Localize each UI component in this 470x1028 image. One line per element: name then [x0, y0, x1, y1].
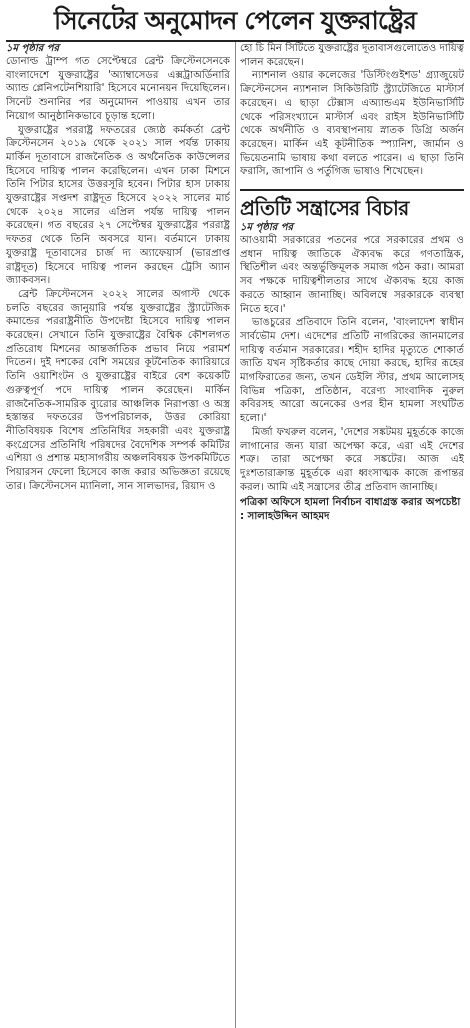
subheadline: প্রতিটি সন্ত্রাসের বিচার: [240, 189, 464, 221]
paragraph: ডোনাল্ড ট্রাম্প গত সেপ্টেম্বরে ব্রেন্ট ক্রিস্টেনসেনকে বাংলাদেশে যুক্তরাষ্ট্রের 'অ্যাম্বাসেডর এক্সট্রাঅর্ডিনারি অ্যান্ড প্লেনিপটেনশিয়ারি' হিসেবে মনোনয়ন দিয়েছিলেন। সিনেট শুনানির পর অনুমোদন পাওয়ায় এখন তার নিয়োগ আনুষ্ঠানিকভাবে চূড়ান্ত হলো।: [6, 56, 230, 122]
paragraph: ভাঙচুরের প্রতিবাদে তিনি বলেন, 'বাংলাদেশ স্বাধীন সার্বভৌম দেশ। এদেশের প্রতিটি নাগরিকের জানমালের দায়িত্ব বর্তমান সরকারের। শহীদ হাদির মৃত্যুতে শোকার্ত জাতি যখন সৃষ্টিকর্তার কাছে দোয়া করছে, হাদির রূহের মাগফিরাতের জন্য, তখন ডেইলি স্টার, প্রথম আলোসহ বিভিন্ন পত্রিকা, প্রতিষ্ঠান, বরেণ্য সাংবাদিক নুরুল কবিরসহ আরো অনেকের ওপর হীন হামলা সংঘটিত হলো।': [240, 317, 464, 425]
column-divider: [235, 42, 236, 1028]
continued-label: ১ম পৃষ্ঠার পর: [6, 43, 59, 54]
paragraph: যুক্তরাষ্ট্রের পররাষ্ট্র দফতরের জ্যেষ্ঠ কর্মকর্তা ব্রেন্ট ক্রিস্টেনসেন ২০১৯ থেকে ২০২১ সাল পর্যন্ত ঢাকায় মার্কিন দূতাবাসে রাজনৈতিক ও অর্থনৈতিক কাউন্সেলর হিসেবে দায়িত্ব পালন করেছিলেন। এখন ঢাকা মিশনে তিনি পিটার হাসের উত্তরসূরি হবেন। পিটার হাস ঢাকায় যুক্তরাষ্ট্রের সপ্তদশ রাষ্ট্রদূত হিসেবে ২০২২ সালের মার্চ থেকে ২০২৪ সালের এপ্রিল পর্যন্ত দায়িত্ব পালন করেছেন। গত বছরের ২৭ সেপ্টেম্বর যুক্তরাষ্ট্রের পররাষ্ট্র দফতর থেকে তিনি অবসরে যান। বর্তমানে ঢাকায় যুক্তরাষ্ট্র দূতাবাসের চার্জ দ্য অ্যাফেয়ার্স (ভারপ্রাপ্ত রাষ্ট্রদূত) হিসেবে দায়িত্ব পালন করছেন ট্রেসি অ্যান জ্যাকবসন।: [6, 124, 230, 287]
article-columns: [6, 42, 464, 1028]
continued-label: ১ম পৃষ্ঠার পর: [240, 222, 293, 234]
paragraph: হো চি মিন সিটিতে যুক্তরাষ্ট্রের দূতাবাসগুলোতেও দায়িত্ব পালন করেছেন।: [240, 43, 464, 68]
paragraph: আওয়ামী সরকারের পতনের পরে সরকারের প্রথম ও প্রধান দায়িত্ব জাতিকে ঐক্যবদ্ধ করে গণতান্ত্রিক, স্থিতিশীল এবং অন্তর্ভুক্তিমূলক সমাজ গঠন করা। আমরা সব পক্ষকে দায়িত্বশীলতার সাথে ঐক্যবদ্ধ হয়ে কাজ করতে আহ্বান জানাচ্ছি। অবিলম্বে সরকারকে ব্যবস্থা নিতে হবে।': [240, 235, 464, 315]
headline: সিনেটের অনুমোদন পেলেন যুক্তরাষ্ট্রের: [6, 4, 464, 42]
paragraph: মির্জা ফখরুল বলেন, 'দেশের সঙ্কটময় মুহূর্তকে কাজে লাগানোর জন্য যারা অপেক্ষা করে, এরা এই দেশের শত্রু। তারা অপেক্ষা করে সঙ্কটের। আজ এই দুঃশতারাক্রান্ত মুহূর্তকে এরা ধ্বংসাত্মক কাজে রূপান্তর করল। আমি এই সন্ত্রাসের তীব্র প্রতিবাদ জানাচ্ছি।: [240, 426, 464, 493]
related-article-kicker: পত্রিকা অফিসে হামলা নির্বাচন বাধাগ্রস্ত করার অপচেষ্টা : সালাহউদ্দিন আহমদ: [240, 497, 461, 523]
paragraph: ন্যাশনাল ওয়ার কলেজের 'ডিস্টিংগুইশড' গ্র্যাজুয়েট ক্রিস্টেনসেন ন্যাশনাল সিকিউরিটি স্ট্র্যাটেজিতে মাস্টার্স করেছেন। এ ছাড়া টেক্সাস এঅ্যান্ডএম ইউনিভার্সিটি থেকে পরিসংখ্যানে মাস্টার্স এবং রাইস ইউনিভার্সিটি থেকে অর্থনীতি ও ব্যবস্থাপনায় স্নাতক ডিগ্রি অর্জন করেছেন। মার্কিন এই কূটনীতিক স্প্যানিশ, জার্মান ও ভিয়েতনামি ভাষায় কথা বলতে পারেন। এ ছাড়া তিনি ফরাসি, জাপানি ও পর্তুগিজ ভাষাও শিখেছেন।: [240, 70, 464, 178]
right-column: [240, 42, 464, 1028]
left-column: [6, 42, 230, 1028]
paragraph: ব্রেন্ট ক্রিস্টেনসেন ২০২২ সালের অগাস্ট থেকে চলতি বছরের জানুয়ারি পর্যন্ত যুক্তরাষ্ট্রের স্ট্র্যাটেজিক কমান্ডের পররাষ্ট্রনীতি উপদেষ্টা হিসেবে দায়িত্ব পালন করেছেন। সেখানে তিনি যুক্তরাষ্ট্রের বৈশ্বিক কৌশলগত প্রতিরোধ মিশনের আন্তর্জাতিক প্রভাব নিয়ে পরামর্শ দিতেন। দুই দশকের বেশি সময়ের কূটনৈতিক ক্যারিয়ারে তিনি ওয়াশিংটন ও যুক্তরাষ্ট্রের বাইরে বেশ কয়েকটি গুরুত্বপূর্ণ পদে দায়িত্ব পালন করেছেন। মার্কিন রাজনৈতিক-সামরিক ব্যুরোর আঞ্চলিক নিরাপত্তা ও অস্ত্র হস্তান্তর দফতরের উপপরিচালক, উত্তর কোরিয়া নীতিবিষয়ক বিশেষ প্রতিনিধির সহকারী এবং যুক্তরাষ্ট্র কংগ্রেসের প্রতিনিধি পরিষদের বৈদেশিক সম্পর্ক কমিটির এশিয়া ও প্রশান্ত মহাসাগরীয় অঞ্চলবিষয়ক উপকমিটিতে পিয়ারসন ফেলো হিসেবে কাজ করার অভিজ্ঞতা রয়েছে তার। ক্রিস্টেনসেন ম্যানিলা, সান সালভাদর, রিয়াদ ও: [6, 288, 230, 492]
